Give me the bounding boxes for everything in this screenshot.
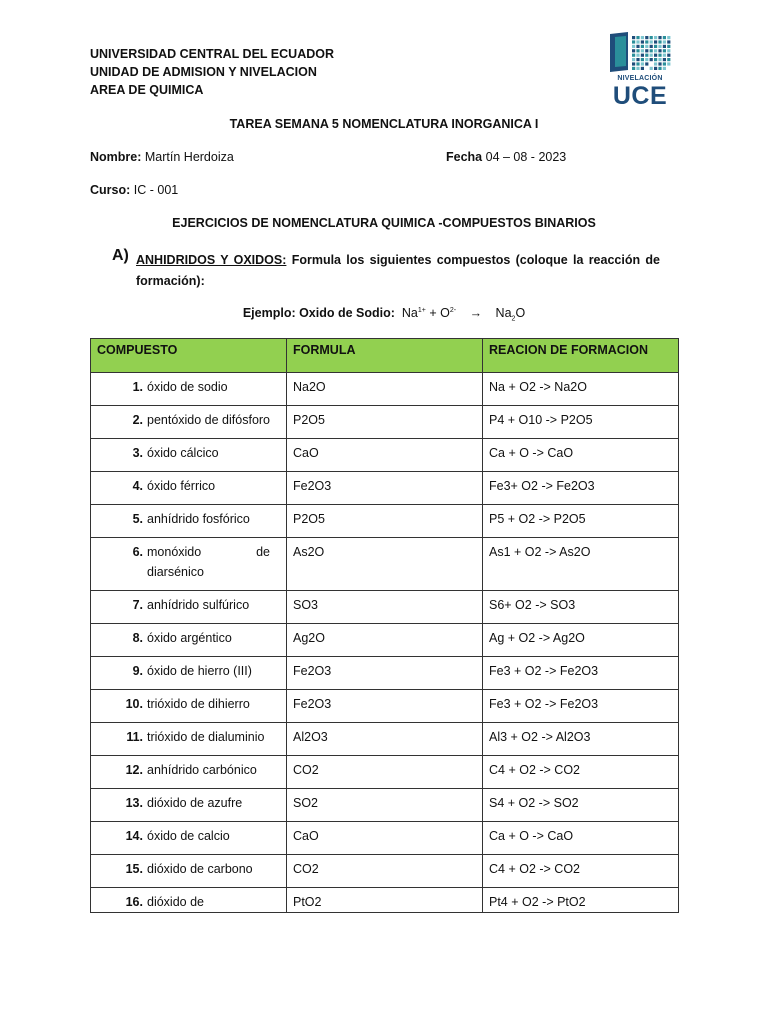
compound-name: óxido de sodio xyxy=(147,380,228,394)
reaction-cell: Fe3 + O2 -> Fe2O3 xyxy=(483,657,679,690)
row-number: 7. xyxy=(132,598,143,612)
header-compound: COMPUESTO xyxy=(91,339,287,373)
row-number: 10. xyxy=(125,697,143,711)
compound-cell xyxy=(91,822,287,855)
compound-cell xyxy=(91,723,287,756)
institution-header xyxy=(90,45,334,99)
example-o-charge: 2- xyxy=(449,306,457,314)
section-heading: ANHIDRIDOS Y OXIDOS: xyxy=(136,253,287,267)
table-row xyxy=(91,723,679,756)
course-value: IC - 001 xyxy=(133,183,179,197)
compounds-table xyxy=(90,338,679,913)
area-name: AREA DE QUIMICA xyxy=(90,83,204,97)
compound-name: anhídrido carbónico xyxy=(147,763,257,777)
compound-cell xyxy=(91,538,287,591)
table-row xyxy=(91,406,679,439)
formula-cell: CaO xyxy=(287,439,483,472)
compound-name: dióxido de azufre xyxy=(147,796,243,810)
row-number: 4. xyxy=(132,479,143,493)
example-line xyxy=(0,306,768,323)
table-row xyxy=(91,591,679,624)
compound-name: óxido de hierro (III) xyxy=(147,664,252,678)
table-row xyxy=(91,439,679,472)
example-na-charge: 1+ xyxy=(417,306,426,314)
table-row xyxy=(91,789,679,822)
compound-name: monóxido de diarsénico xyxy=(147,545,270,579)
course-label: Curso: xyxy=(90,183,131,197)
formula-cell: P2O5 xyxy=(287,505,483,538)
reaction-cell: Pt4 + O2 -> PtO2 xyxy=(483,888,679,913)
formula-cell: SO3 xyxy=(287,591,483,624)
date-label: Fecha xyxy=(446,150,483,164)
book-grid-icon xyxy=(606,30,674,76)
reaction-cell: Na + O2 -> Na2O xyxy=(483,373,679,406)
table-header-row xyxy=(91,339,679,373)
reaction-cell: Fe3 + O2 -> Fe2O3 xyxy=(483,690,679,723)
formula-cell: Al2O3 xyxy=(287,723,483,756)
row-number: 3. xyxy=(132,446,143,460)
formula-cell: CO2 xyxy=(287,855,483,888)
formula-cell: Fe2O3 xyxy=(287,690,483,723)
example-label: Ejemplo: Oxido de Sodio: xyxy=(242,306,395,320)
compound-cell xyxy=(91,406,287,439)
formula-cell: CO2 xyxy=(287,756,483,789)
reaction-cell: S6+ O2 -> SO3 xyxy=(483,591,679,624)
header-formula: FORMULA xyxy=(287,339,483,373)
table-row xyxy=(91,855,679,888)
logo-caption: NIVELACIÓN xyxy=(617,75,663,82)
row-number: 5. xyxy=(132,512,143,526)
logo-wordmark: UCE xyxy=(612,82,668,110)
formula-cell: SO2 xyxy=(287,789,483,822)
header-reaction: REACION DE FORMACION xyxy=(483,339,679,373)
row-number: 14. xyxy=(125,829,143,843)
formula-cell: P2O5 xyxy=(287,406,483,439)
reaction-cell: Ca + O -> CaO xyxy=(483,439,679,472)
unit-name: UNIDAD DE ADMISION Y NIVELACION xyxy=(90,65,317,79)
reaction-cell: C4 + O2 -> CO2 xyxy=(483,756,679,789)
compound-cell xyxy=(91,855,287,888)
compound-cell xyxy=(91,888,287,913)
compound-name: óxido argéntico xyxy=(147,631,232,645)
table-row xyxy=(91,624,679,657)
table-row xyxy=(91,690,679,723)
row-number: 8. xyxy=(132,631,143,645)
compound-cell xyxy=(91,756,287,789)
compound-cell xyxy=(91,505,287,538)
reaction-cell: S4 + O2 -> SO2 xyxy=(483,789,679,822)
formula-cell: CaO xyxy=(287,822,483,855)
row-number: 9. xyxy=(132,664,143,678)
reaction-cell: C4 + O2 -> CO2 xyxy=(483,855,679,888)
date-line xyxy=(446,150,566,164)
formula-cell: Fe2O3 xyxy=(287,657,483,690)
name-label: Nombre: xyxy=(90,150,142,164)
reaction-cell: As1 + O2 -> As2O xyxy=(483,538,679,591)
course-line xyxy=(90,183,178,197)
compound-name: anhídrido fosfórico xyxy=(147,512,250,526)
example-na: Na xyxy=(401,306,418,320)
table-row xyxy=(91,822,679,855)
formula-cell: Ag2O xyxy=(287,624,483,657)
row-number: 13. xyxy=(125,796,143,810)
section-instruction-block xyxy=(136,250,660,292)
row-number: 11. xyxy=(126,730,143,744)
reaction-cell: P5 + O2 -> P2O5 xyxy=(483,505,679,538)
compound-name: trióxido de dialuminio xyxy=(147,730,265,744)
section-instruction: Formula los siguientes compuestos (coloque la reacción de formación): xyxy=(136,253,660,288)
compound-cell xyxy=(91,591,287,624)
compound-name: óxido cálcico xyxy=(147,446,219,460)
compound-cell xyxy=(91,657,287,690)
example-plus-o: + O xyxy=(429,306,450,320)
reaction-cell: Ca + O -> CaO xyxy=(483,822,679,855)
table-row xyxy=(91,538,679,591)
compound-name: trióxido de dihierro xyxy=(147,697,250,711)
compound-cell xyxy=(91,472,287,505)
exercise-title: EJERCICIOS DE NOMENCLATURA QUIMICA -COMPUESTOS BINARIOS xyxy=(172,216,596,230)
table-row xyxy=(91,373,679,406)
row-number: 16. xyxy=(125,895,143,909)
row-number: 1. xyxy=(132,380,143,394)
date-value: 04 – 08 - 2023 xyxy=(485,150,567,164)
assignment-title: TAREA SEMANA 5 NOMENCLATURA INORGANICA I xyxy=(229,117,539,131)
reaction-cell: Fe3+ O2 -> Fe2O3 xyxy=(483,472,679,505)
compound-name: dióxido de xyxy=(147,895,204,909)
compound-cell xyxy=(91,789,287,822)
example-product: Na xyxy=(495,306,512,320)
row-number: 2. xyxy=(132,413,143,427)
section-a xyxy=(112,247,660,292)
formula-cell: PtO2 xyxy=(287,888,483,913)
compound-name: óxido de calcio xyxy=(147,829,230,843)
row-number: 15. xyxy=(125,862,143,876)
compound-cell xyxy=(91,373,287,406)
section-letter: A) xyxy=(112,247,129,264)
formula-cell: Na2O xyxy=(287,373,483,406)
university-name: UNIVERSIDAD CENTRAL DEL ECUADOR xyxy=(90,47,335,61)
compound-cell xyxy=(91,690,287,723)
example-product-tail: O xyxy=(515,306,526,320)
formula-cell: Fe2O3 xyxy=(287,472,483,505)
compound-name: dióxido de carbono xyxy=(147,862,253,876)
table-row xyxy=(91,472,679,505)
name-value: Martín Herdoiza xyxy=(144,150,234,164)
formula-cell: As2O xyxy=(287,538,483,591)
reaction-cell: Al3 + O2 -> Al2O3 xyxy=(483,723,679,756)
table-row xyxy=(91,657,679,690)
student-name-line xyxy=(90,150,234,164)
table-row xyxy=(91,756,679,789)
uce-logo xyxy=(606,30,674,110)
arrow-icon: → xyxy=(469,306,483,320)
row-number: 6. xyxy=(132,545,143,559)
reaction-cell: Ag + O2 -> Ag2O xyxy=(483,624,679,657)
table-row xyxy=(91,505,679,538)
table-row xyxy=(91,888,679,913)
example-product-sub: 2 xyxy=(511,315,516,323)
compound-cell xyxy=(91,439,287,472)
compound-name: pentóxido de difósforo xyxy=(147,413,271,427)
row-number: 12. xyxy=(125,763,143,777)
compound-cell xyxy=(91,624,287,657)
compound-name: anhídrido sulfúrico xyxy=(147,598,250,612)
reaction-cell: P4 + O10 -> P2O5 xyxy=(483,406,679,439)
compound-name: óxido férrico xyxy=(147,479,216,493)
